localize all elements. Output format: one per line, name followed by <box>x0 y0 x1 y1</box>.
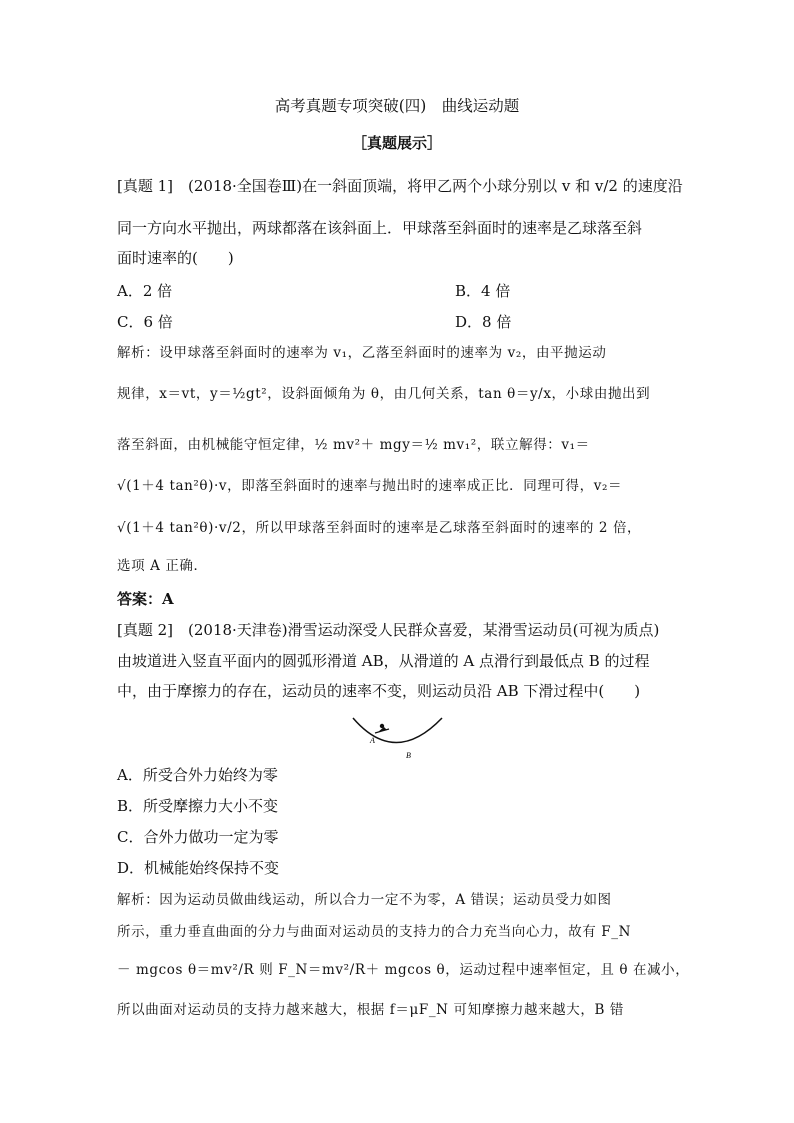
point-b-label: B <box>406 751 411 760</box>
point-a-label: A <box>370 736 375 745</box>
q2-solution-line-3: － mgcos θ＝mv²/R 则 F_N＝mv²/R＋ mgcos θ，运动过程中速率恒定，且 θ 在减小， <box>117 962 690 978</box>
q2-option-b: B．所受摩擦力大小不变 <box>117 797 279 815</box>
q1-option-d: D．8 倍 <box>455 313 512 331</box>
arc-track <box>353 718 442 743</box>
ski-track-diagram <box>350 712 445 762</box>
q2-option-c: C．合外力做功一定为零 <box>117 828 279 846</box>
q2-solution-line-2: 所示，重力垂直曲面的分力与曲面对运动员的支持力的合力充当向心力，故有 F_N <box>117 924 632 940</box>
q2-stem-line-1: [真题 2] (2018·天津卷)滑雪运动深受人民群众喜爱，某滑雪运动员(可视为质点) <box>117 621 660 639</box>
q2-stem-line-2: 由坡道进入竖直平面内的圆弧形滑道 AB，从滑道的 A 点滑行到最低点 B 的过程 <box>117 652 650 670</box>
q2-option-a: A．所受合外力始终为零 <box>117 766 278 784</box>
q1-solution-line-6: 选项 A 正确． <box>117 558 208 574</box>
q1-solution-line-2: 规律，x＝vt，y＝½gt²，设斜面倾角为 θ，由几何关系，tan θ＝y/x，小球由抛出到 <box>117 386 651 402</box>
q1-solution-line-4: √(1＋4 tan²θ)·v，即落至斜面时的速率与抛出时的速率成正比．同理可得，v₂＝ <box>117 478 623 494</box>
q1-answer: 答案：A <box>117 590 174 608</box>
q1-stem-line-3: 面时速率的( ) <box>117 249 234 267</box>
page-title: 高考真题专项突破(四) 曲线运动题 <box>274 97 520 115</box>
q1-option-c: C．6 倍 <box>117 313 173 331</box>
q1-solution-line-3: 落至斜面，由机械能守恒定律，½ mv²＋ mgy＝½ mv₁²，联立解得：v₁＝ <box>117 437 590 453</box>
q2-stem-line-3: 中，由于摩擦力的存在，运动员的速率不变，则运动员沿 AB 下滑过程中( ) <box>117 682 641 700</box>
q2-solution-line-4: 所以曲面对运动员的支持力越来越大，根据 f＝μF_N 可知摩擦力越来越大，B 错 <box>117 1002 624 1018</box>
q1-solution-line-1: 解析：设甲球落至斜面时的速率为 v₁，乙落至斜面时的速率为 v₂，由平抛运动 <box>117 345 607 361</box>
q1-solution-line-5: √(1＋4 tan²θ)·v/2，所以甲球落至斜面时的速率是乙球落至斜面时的速率的 2 倍， <box>117 520 642 536</box>
q1-option-a: A．2 倍 <box>117 282 173 300</box>
q1-stem-line-1: [真题 1] (2018·全国卷Ⅲ)在一斜面顶端，将甲乙两个小球分别以 v 和 v/2 的速度沿 <box>117 177 683 195</box>
skier-icon <box>375 724 389 733</box>
section-heading: ［真题展示］ <box>351 134 442 152</box>
q2-option-d: D．机械能始终保持不变 <box>117 859 280 877</box>
q1-stem-line-2: 同一方向水平抛出，两球都落在该斜面上．甲球落至斜面时的速率是乙球落至斜 <box>117 219 643 237</box>
q1-option-b: B．4 倍 <box>455 282 511 300</box>
q2-solution-line-1: 解析：因为运动员做曲线运动，所以合力一定不为零，A 错误；运动员受力如图 <box>117 892 612 908</box>
